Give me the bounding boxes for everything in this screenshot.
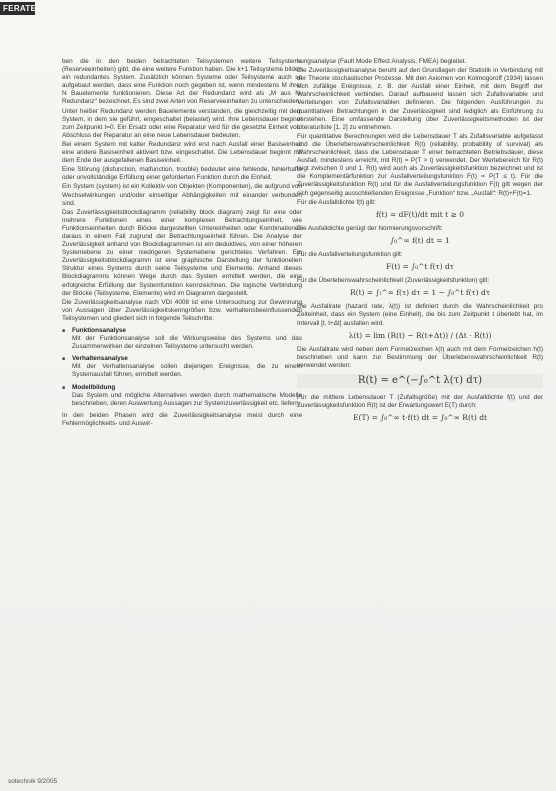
- list-item: [62, 384, 302, 408]
- paragraph: Für quantitative Berechnungen wird die Lebensdauer T als Zufallsvariable aufgefasst und die Überlebenswahrscheinlichkeit R(t) (reliability, probability of survival) als Wahrscheinlichkeit, dass die Lebensdauer T einer betrachteten Betriebsdauer, diese Ausfall, mindestens erreicht, mit R(t) = P(T > t) verwendet. Der Wertebereich für R(t) liegt zwischen 0 und 1. R(t) wird auch als Zuverlässigkeitsfunktion bezeichnet und ist die Komplementärfunktion zur Ausfallverteilungsfunktion F(t) = P(T ≤ t). Für die Zuverlässigkeitsfunktion R(t) und für die Ausfallverteilungsfunktion F(t) gilt wegen der sich gegenseitig ausschließenden Ereignisse „Funktion“ bzw. „Ausfall“: R(t)+F(t)=1.: [297, 132, 543, 197]
- formula-failure-density: f(t) = dF(t)/dt mit t ≥ 0: [375, 209, 465, 219]
- list-item-text: Mit der Verhaltensanalyse sollen diejenigen Ereignisse, die zu einem Systemausfall führen, ermittelt werden.: [72, 363, 302, 379]
- paragraph: Die Zuverlässigkeitsanalyse beruht auf den Grundlagen der Statistik in Verbindung mit der Theorie stochastischer Prozesse. Mit den Axiomen von Kolmogoroff (1934) lassen sich zufällige Ereignisse, z. B. der Ausfall einer Einheit, mit dem Begriff der Wahrscheinlichkeit verbinden. Darauf aufbauend lassen sich Zufallsvariable und Verteilungen von Zufallsvariablen definieren. Die folgenden Ausführungen zu quantitativen Betrachtungen in der Zuverlässigkeit sind lediglich als Einführung zu verstehen. Eine umfassende Darstellung über Zuverlässigkeitsmethoden ist der Literaturliste [1, 2] zu entnehmen.: [297, 67, 543, 131]
- list-item-title: ■ Modellbildung: [72, 383, 116, 391]
- formula-distribution-function: F(t) = ∫₀^t f(τ) dτ: [386, 262, 454, 272]
- paragraph: Das Zuverlässigkeitsblockdiagramm (reliability block diagram) zeigt für eine oder mehrere Funktionen eines einer komplexen Betrachtungseinheit, wie Funktionseinheiten durch Blöcke dargestellten Untereinheiten oder Kombinationen daraus in einem Fall zugrund der Betrachtungseinheit führen. Die Analyse der Zuverlässigkeit anhand von Blockdiagrammen ist ein deduktives, von einer höheren Systemebene zu einer niedrigeren Systemebene gerichtetes Verfahren. Ein Zuverlässigkeitsblockdiagramm ist eine graphische Darstellung der funktionellen Struktur eines Systems durch seine Teilsysteme und Elemente. Anhand dieses Blockdiagramms können Wege durch das System ermittelt werden, die eine erfolgreiche Erfüllung der Systemfunktion kennzeichnen. Die logische Verbindung der Blöcke (Teilsysteme, Elemente) wird im Diagramm dargestellt.: [62, 208, 302, 297]
- paragraph: In den beiden Phasen wird die Zuverlässigkeitsanalyse meist durch eine Fehlermöglichkeits- und Auswir-: [62, 411, 302, 427]
- formula-expected-lifetime: E(T) = ∫₀^∞ t·f(t) dt = ∫₀^∞ R(t) dt: [352, 413, 488, 423]
- formula-hazard-rate: λ(t) = lim (R(t) − R(t+Δt)) / (Δt · R(t)): [348, 330, 492, 340]
- analysis-steps-list: [62, 327, 302, 408]
- paragraph: Für die mittlere Lebensdauer T (Zufallsgröße) mit der Ausfalldichte f(t) und der Zuverlässigkeitsfunktion R(t) ist der Erwartungswert E(T) durch:: [297, 394, 543, 410]
- left-column: [62, 58, 302, 429]
- formula-normalization: ∫₀^∞ f(t) dt = 1: [390, 235, 450, 245]
- formula-reliability-function: R(t) = ∫ₜ^∞ f(τ) dτ = 1 − ∫₀^t f(τ) dτ: [350, 288, 490, 298]
- list-item-text: Das System und mögliche Alternativen werden durch mathematische Modelle beschrieben, deren Auswertung Aussagen zur Systemzuverlässigkeit etc. liefern.: [72, 391, 302, 407]
- paragraph: Für die Ausfalldichte f(t) gilt:: [297, 198, 376, 206]
- section-tab: FERATE: [0, 2, 35, 15]
- paragraph: Bei einem System mit kalter Redundanz wird erst nach Ausfall einer Basiseinheit eine andere Basiseinheit aktiviert bzw. eingeschaltet. Die Lebensdauer beginnt mit dem Ende der ausgefallenen Basiseinheit.: [62, 140, 302, 165]
- paragraph: Für die Überlebenswahrscheinlichkeit (Zuverlässigkeitsfunktion) gilt:: [297, 277, 490, 285]
- list-item-text: Mit der Funktionsanalyse soll die Wirkungsweise des Systems und das Zusammenwirken der einzelnen Teilsysteme untersucht werden.: [72, 335, 302, 351]
- list-item-title: ■ Funktionsanalyse: [72, 327, 126, 334]
- paragraph: kungsanalyse (Fault Mode Effect Analysis, FMEA) begleitet.: [297, 58, 467, 65]
- formula-reliability-exponential: R(t) = e^(−∫₀^t λ(τ) dτ): [297, 374, 543, 388]
- paragraph: Die Ausfalldichte genügt der Normierungsvorschrift:: [297, 224, 443, 232]
- right-column: [297, 58, 543, 428]
- page-footer: sotechnik 9/2005: [8, 778, 58, 785]
- paragraph: Die Ausfallrate wird neben dem Formelzeichen λ(t) auch mit dem Formelzeichen h(t) beschrieben und kann zur Bestimmung der Überlebenswahrscheinlichkeit R(t) verwendet werden:: [297, 345, 543, 369]
- list-item: [62, 355, 302, 379]
- list-item: [62, 327, 302, 351]
- paragraph: Für die Ausfallverteilungsfunktion gilt:: [297, 250, 403, 258]
- paragraph: Eine Störung (disfunction, malfunction, trouble) bedeutet eine fehlende, fehlerhafte oder unvollständige Erfüllung einer geforderten Funktion durch die Einheit.: [62, 166, 302, 182]
- list-item-title: ■ Verhaltensanalyse: [72, 355, 128, 363]
- paragraph: ben die in den beiden betrachteten Teilsystemen weitere Teilsysteme (Reserveeinheiten) gibt, die eine weitere Funktion haben. Die k+1 Teilsysteme bilden ein redundantes System. Zusätzlich können Systeme oder Teilsysteme auch so aufgebaut werden, dass eine Funktion noch gegeben ist, wenn mindestens M ihrer N Bauelemente funktionieren. Diese Art der Redundanz wird als „M aus N-Redundanz“ bezeichnet. Es sind zwei Arten von Reserveeinheiten zu unterscheiden.: [62, 58, 302, 106]
- paragraph: Die Ausfallrate (hazard rate, λ(t)) ist definiert durch die Wahrscheinlichkeit pro Zeiteinheit, dass ein System (eine Einheit), die bis zum Zeitpunkt t überlebt hat, im Intervall [t, t+Δt] ausfallen wird.: [297, 303, 543, 327]
- paragraph: Die Zuverlässigkeitsanalyse nach VDI 4008 ist eine Untersuchung zur Gewinnung von Aussagen über Zuverlässigkeitskenngrößen bzw. verhaltensbeeinflussenden Teilsystemen und gliedert sich in folgende Teilschritte:: [62, 298, 302, 322]
- paragraph: Unter heißer Redundanz werden Bauelemente verstanden, die gleichzeitig mit dem System, in dem sie geführt, eingeschaltet (belastet) wird. Ihre Lebensdauer beginnt zum Zeitpunkt t=0. Ein Ersatz oder eine Reparatur wird für die gesetzte Einheit vom Abschluss der Reparatur an eine neue Lebensdauer bedeuten.: [62, 107, 302, 139]
- paragraph: Ein System (system) ist ein Kollektiv von Objekten (Komponenten), die aufgrund von Wechselwirkungen und/oder einseitiger Abhängigkeiten mit einander verbunden sind.: [62, 183, 302, 207]
